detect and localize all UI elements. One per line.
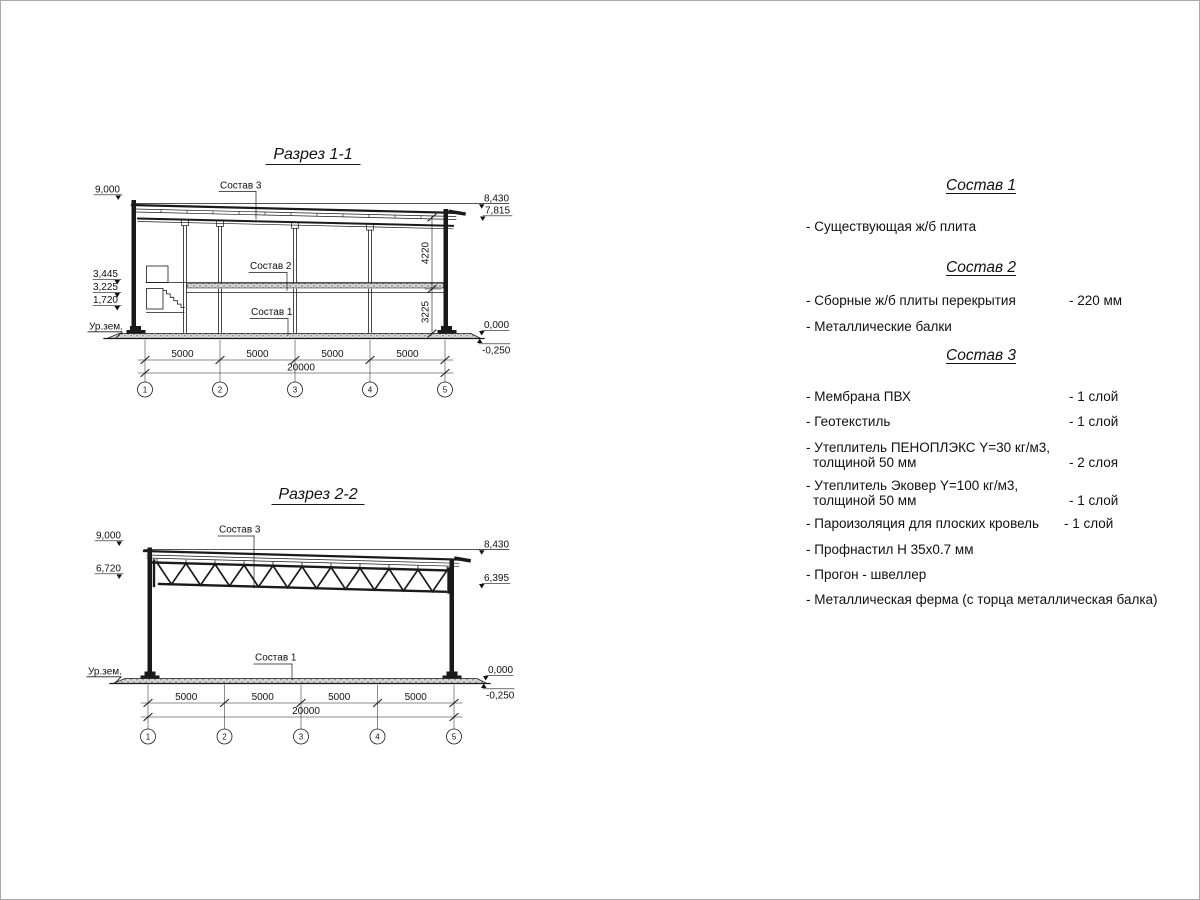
dim-label: 5000 <box>404 692 427 703</box>
elevation-label: -0,250 <box>482 345 511 357</box>
truss-2 <box>153 559 450 592</box>
spec-item <box>806 516 1114 532</box>
dim-label: 4220 <box>420 241 432 265</box>
dim-label: 5000 <box>328 692 351 703</box>
spec-item <box>806 320 952 335</box>
spec-item-name: - Прогон - швеллер <box>806 567 927 582</box>
ground-2 <box>110 679 490 684</box>
spec-item-name: - Утеплитель ПЕНОПЛЭКС Y=30 кг/м3, <box>806 440 1051 455</box>
elevation-label: 0,000 <box>488 665 514 676</box>
spec-item-value: - 1 слой <box>1069 389 1119 404</box>
elevation-label: 9,000 <box>94 184 120 196</box>
section-1-1-drawing <box>81 141 561 401</box>
drawing1-title: Разрез 1-1 <box>273 146 353 163</box>
grid-bubble-label: 1 <box>142 385 148 395</box>
spec-item-name: - Металлическая ферма (с торца металлическая балка) <box>806 592 1158 607</box>
elevation-label: 7,815 <box>485 205 511 217</box>
dim-label: 5000 <box>171 349 194 360</box>
elevation-label: 8,430 <box>484 193 510 205</box>
spec-item-name: - Утеплитель Эковер Y=100 кг/м3, <box>806 478 1019 493</box>
callouts-2 <box>218 525 297 680</box>
stair-1 <box>147 266 185 313</box>
spec-item-name: - Геотекстиль <box>806 414 891 429</box>
spec-item-name: - Профнастил Н 35х0.7 мм <box>806 542 974 557</box>
drawing2-title: Разрез 2-2 <box>278 486 358 503</box>
grid-bubble-label: 3 <box>298 732 304 742</box>
elevation-label: 3,225 <box>92 282 118 293</box>
spec-item-value: - 1 слой <box>1069 414 1119 429</box>
grid-bubble-label: 1 <box>145 732 151 742</box>
spec-item-value: - 220 мм <box>1069 293 1123 308</box>
dim-label: 3225 <box>420 300 432 324</box>
dim-label: 20000 <box>292 706 320 717</box>
spec-item <box>806 543 973 558</box>
vertical-dimension-1 <box>421 214 442 337</box>
spec-heading-sostav-2: Состав 2 <box>946 259 1016 276</box>
elevation-label: 8,430 <box>484 539 510 551</box>
spec-item-name: толщиной 50 мм <box>813 454 917 470</box>
spec-item-name: - Мембрана ПВХ <box>806 389 911 404</box>
dim-label: 5000 <box>251 692 274 703</box>
grid-bubbles-2 <box>141 729 462 744</box>
callout-label: Состав 2 <box>250 261 292 272</box>
spec-item <box>806 220 976 235</box>
horizontal-dimensions-1 <box>138 340 453 382</box>
spec-item-value: - 1 слой <box>1064 516 1114 531</box>
dim-label: 5000 <box>246 349 269 360</box>
callout-label: Состав 1 <box>255 652 297 664</box>
spec-item-value: - 2 слоя <box>1069 454 1119 470</box>
grid-bubbles-1 <box>138 382 453 397</box>
spec-item <box>806 414 1119 430</box>
elevation-label: 9,000 <box>95 530 121 542</box>
spec-heading-sostav-1: Состав 1 <box>946 177 1016 194</box>
horizontal-dimensions-2 <box>141 685 462 729</box>
floor-slab-1 <box>146 283 444 293</box>
elevation-label: 6,720 <box>95 563 121 575</box>
callout-label: Состав 3 <box>219 524 261 536</box>
elevation-label: 6,395 <box>484 573 510 584</box>
spec-item-name: - Сборные ж/б плиты перекрытия <box>806 293 1016 308</box>
dim-label: 5000 <box>321 349 344 360</box>
grid-bubble-label: 2 <box>217 385 223 395</box>
spec-item-value: - 1 слой <box>1069 492 1119 508</box>
dim-label: 20000 <box>287 362 315 374</box>
spec-item <box>806 478 1119 508</box>
ground-1 <box>104 334 484 339</box>
spec-item-name: - Пароизоляция для плоских кровель <box>806 516 1040 531</box>
spec-heading-sostav-3: Состав 3 <box>946 347 1016 364</box>
grid-bubble-label: 5 <box>442 385 448 395</box>
grid-bubble-label: 3 <box>292 385 298 395</box>
spec-item-name: - Существующая ж/б плита <box>806 219 977 234</box>
spec-item <box>806 568 926 583</box>
spec-item <box>806 593 1158 608</box>
elevation-label: 3,445 <box>92 269 118 280</box>
ground-level-label: Ур.зем. <box>89 321 123 333</box>
section-2-2-drawing <box>81 481 561 751</box>
grid-bubble-label: 4 <box>367 385 373 395</box>
elevation-label: 1,720 <box>92 295 118 306</box>
grid-bubble-label: 2 <box>222 732 227 742</box>
dim-label: 5000 <box>175 692 198 703</box>
ground-level-label: Ур.зем. <box>88 666 122 678</box>
callout-label: Состав 3 <box>220 180 262 192</box>
spec-item <box>806 440 1119 470</box>
callout-label: Состав 1 <box>251 307 293 318</box>
spec-item <box>806 293 1123 309</box>
dim-label: 5000 <box>396 349 419 360</box>
elevation-label: 0,000 <box>484 320 510 331</box>
spec-item-name: толщиной 50 мм <box>813 492 917 508</box>
spec-item <box>806 389 1119 405</box>
elevation-label: -0,250 <box>486 690 515 702</box>
grid-bubble-label: 4 <box>375 732 380 742</box>
spec-item-name: - Металлические балки <box>806 319 952 334</box>
grid-bubble-label: 5 <box>451 732 457 742</box>
